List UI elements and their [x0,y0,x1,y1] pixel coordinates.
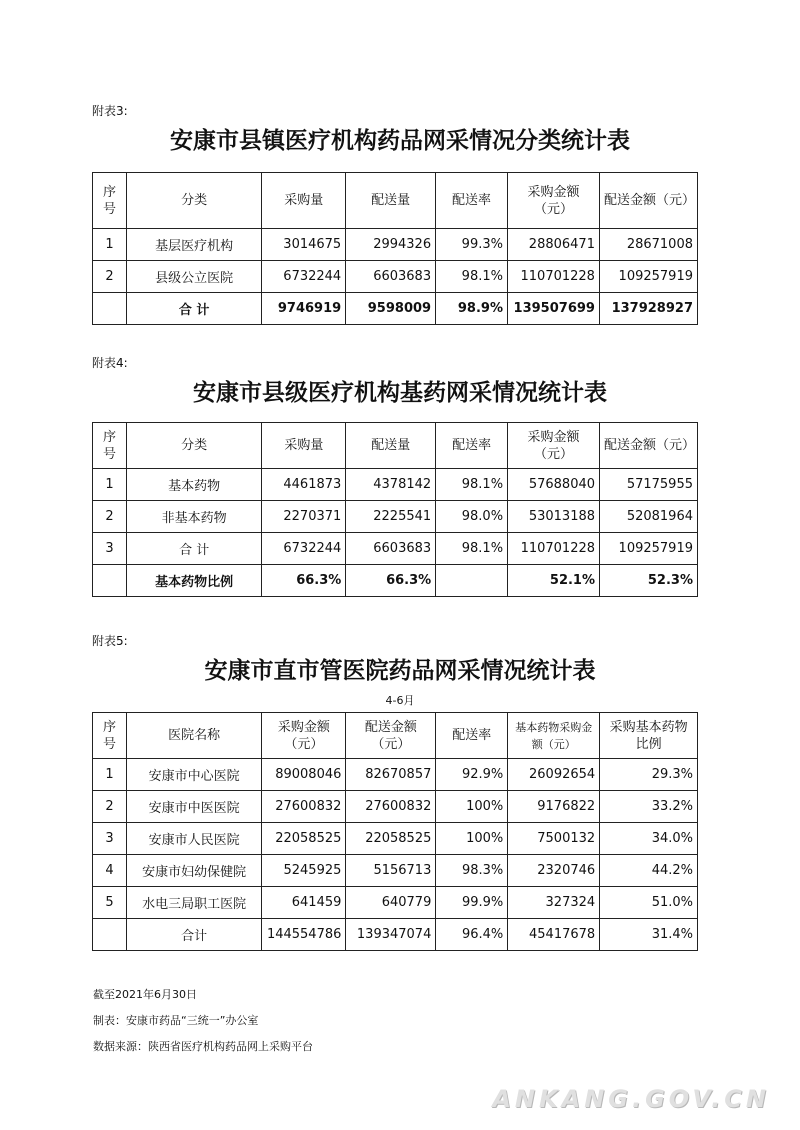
cell: 2270371 [262,501,346,533]
cell: 29.3% [600,759,698,791]
table4-label: 附表4: [92,356,128,370]
cell: 安康市妇幼保健院 [126,855,261,887]
site-watermark: ANKANG.GOV.CN [492,1085,770,1113]
table4-header-row [93,423,698,469]
cell: 非基本药物 [126,501,261,533]
table3-label: 附表3: [92,104,128,118]
cell: 安康市人民医院 [126,823,261,855]
cell: 5156713 [346,855,436,887]
cell: 9746919 [262,293,346,325]
header-cell: 序号 [93,423,127,469]
cell: 水电三局职工医院 [126,887,261,919]
header-cell: 配送金额（元） [600,423,698,469]
cell: 22058525 [262,823,346,855]
header-cell: 采购基本药物比例 [600,713,698,759]
cell [436,565,508,597]
table5-total-row [93,919,698,951]
table3-total-row [93,293,698,325]
cell: 县级公立医院 [126,261,261,293]
cell: 51.0% [600,887,698,919]
table-row [93,469,698,501]
cell: 31.4% [600,919,698,951]
cell: 96.4% [436,919,508,951]
cell: 92.9% [436,759,508,791]
cell: 98.3% [436,855,508,887]
cell: 9176822 [508,791,600,823]
table5 [92,712,698,951]
header-cell: 配送量 [346,423,436,469]
table-row [93,791,698,823]
cell: 44.2% [600,855,698,887]
header-cell: 配送率 [436,173,508,229]
cell: 6732244 [262,533,346,565]
header-cell: 采购金额（元） [262,713,346,759]
cell: 6603683 [346,533,436,565]
cell: 2994326 [346,229,436,261]
cell: 基层医疗机构 [126,229,261,261]
cell: 327324 [508,887,600,919]
cell: 100% [436,823,508,855]
cell: 4 [93,855,127,887]
cell: 6732244 [262,261,346,293]
cell: 52.3% [600,565,698,597]
cell: 144554786 [262,919,346,951]
cell: 2 [93,261,127,293]
table-row [93,855,698,887]
header-cell: 采购金额（元） [508,423,600,469]
header-cell: 基本药物采购金额（元） [508,713,600,759]
cell: 640779 [346,887,436,919]
cell: 3 [93,823,127,855]
cell: 53013188 [508,501,600,533]
footer-maker: 制表：安康市药品“三统一”办公室 [93,1014,259,1027]
cell: 合计 [126,919,261,951]
header-cell: 采购量 [262,423,346,469]
cell: 82670857 [346,759,436,791]
cell: 98.1% [436,469,508,501]
header-cell: 配送率 [436,423,508,469]
cell: 98.9% [436,293,508,325]
cell: 27600832 [346,791,436,823]
cell: 安康市中医医院 [126,791,261,823]
cell: 2320746 [508,855,600,887]
cell: 2 [93,791,127,823]
table-row [93,533,698,565]
cell: 109257919 [599,261,697,293]
header-cell: 分类 [126,173,261,229]
header-cell: 序号 [93,173,127,229]
cell: 7500132 [508,823,600,855]
cell: 合 计 [126,293,261,325]
cell: 28806471 [507,229,599,261]
cell: 28671008 [599,229,697,261]
cell [93,565,127,597]
table5-label: 附表5: [92,634,128,648]
cell: 89008046 [262,759,346,791]
table3-header-row [93,173,698,229]
footer-source: 数据来源：陕西省医疗机构药品网上采购平台 [93,1040,313,1053]
table-row [93,823,698,855]
cell: 139507699 [507,293,599,325]
cell: 100% [436,791,508,823]
table5-title: 安康市直市管医院药品网采情况统计表 [204,657,596,684]
cell: 57175955 [600,469,698,501]
cell: 52081964 [600,501,698,533]
cell: 27600832 [262,791,346,823]
header-cell: 医院名称 [126,713,261,759]
cell [93,293,127,325]
cell: 110701228 [507,261,599,293]
cell: 2 [93,501,127,533]
table-row [93,229,698,261]
cell: 3014675 [262,229,346,261]
cell: 66.3% [262,565,346,597]
cell: 99.9% [436,887,508,919]
cell: 26092654 [508,759,600,791]
cell: 2225541 [346,501,436,533]
cell [93,919,127,951]
table5-header-row [93,713,698,759]
cell: 安康市中心医院 [126,759,261,791]
table4-ratio-row [93,565,698,597]
cell: 139347074 [346,919,436,951]
header-cell: 采购金额（元） [507,173,599,229]
cell: 1 [93,469,127,501]
table4-title: 安康市县级医疗机构基药网采情况统计表 [193,379,607,406]
table3-title: 安康市县镇医疗机构药品网采情况分类统计表 [170,127,630,154]
cell: 22058525 [346,823,436,855]
cell: 合 计 [126,533,261,565]
table-row [93,501,698,533]
header-cell: 采购量 [262,173,346,229]
cell: 33.2% [600,791,698,823]
header-cell: 配送金额（元） [599,173,697,229]
cell: 基本药物比例 [126,565,261,597]
table5-subtitle: 4-6月 [385,694,415,707]
cell: 99.3% [436,229,508,261]
header-cell: 序号 [93,713,127,759]
cell: 45417678 [508,919,600,951]
header-cell: 配送率 [436,713,508,759]
cell: 基本药物 [126,469,261,501]
table4 [92,422,698,597]
cell: 110701228 [508,533,600,565]
cell: 1 [93,759,127,791]
cell: 98.1% [436,261,508,293]
header-cell: 分类 [126,423,261,469]
header-cell: 配送量 [346,173,436,229]
cell: 109257919 [600,533,698,565]
cell: 5 [93,887,127,919]
cell: 6603683 [346,261,436,293]
cell: 66.3% [346,565,436,597]
cell: 641459 [262,887,346,919]
cell: 3 [93,533,127,565]
table-row [93,887,698,919]
cell: 1 [93,229,127,261]
cell: 9598009 [346,293,436,325]
table-row [93,261,698,293]
cell: 4378142 [346,469,436,501]
cell: 4461873 [262,469,346,501]
cell: 57688040 [508,469,600,501]
header-cell: 配送金额（元） [346,713,436,759]
cell: 52.1% [508,565,600,597]
table3 [92,172,698,325]
footer-date: 截至2021年6月30日 [93,988,197,1001]
cell: 98.1% [436,533,508,565]
cell: 5245925 [262,855,346,887]
cell: 34.0% [600,823,698,855]
cell: 98.0% [436,501,508,533]
cell: 137928927 [599,293,697,325]
table-row [93,759,698,791]
